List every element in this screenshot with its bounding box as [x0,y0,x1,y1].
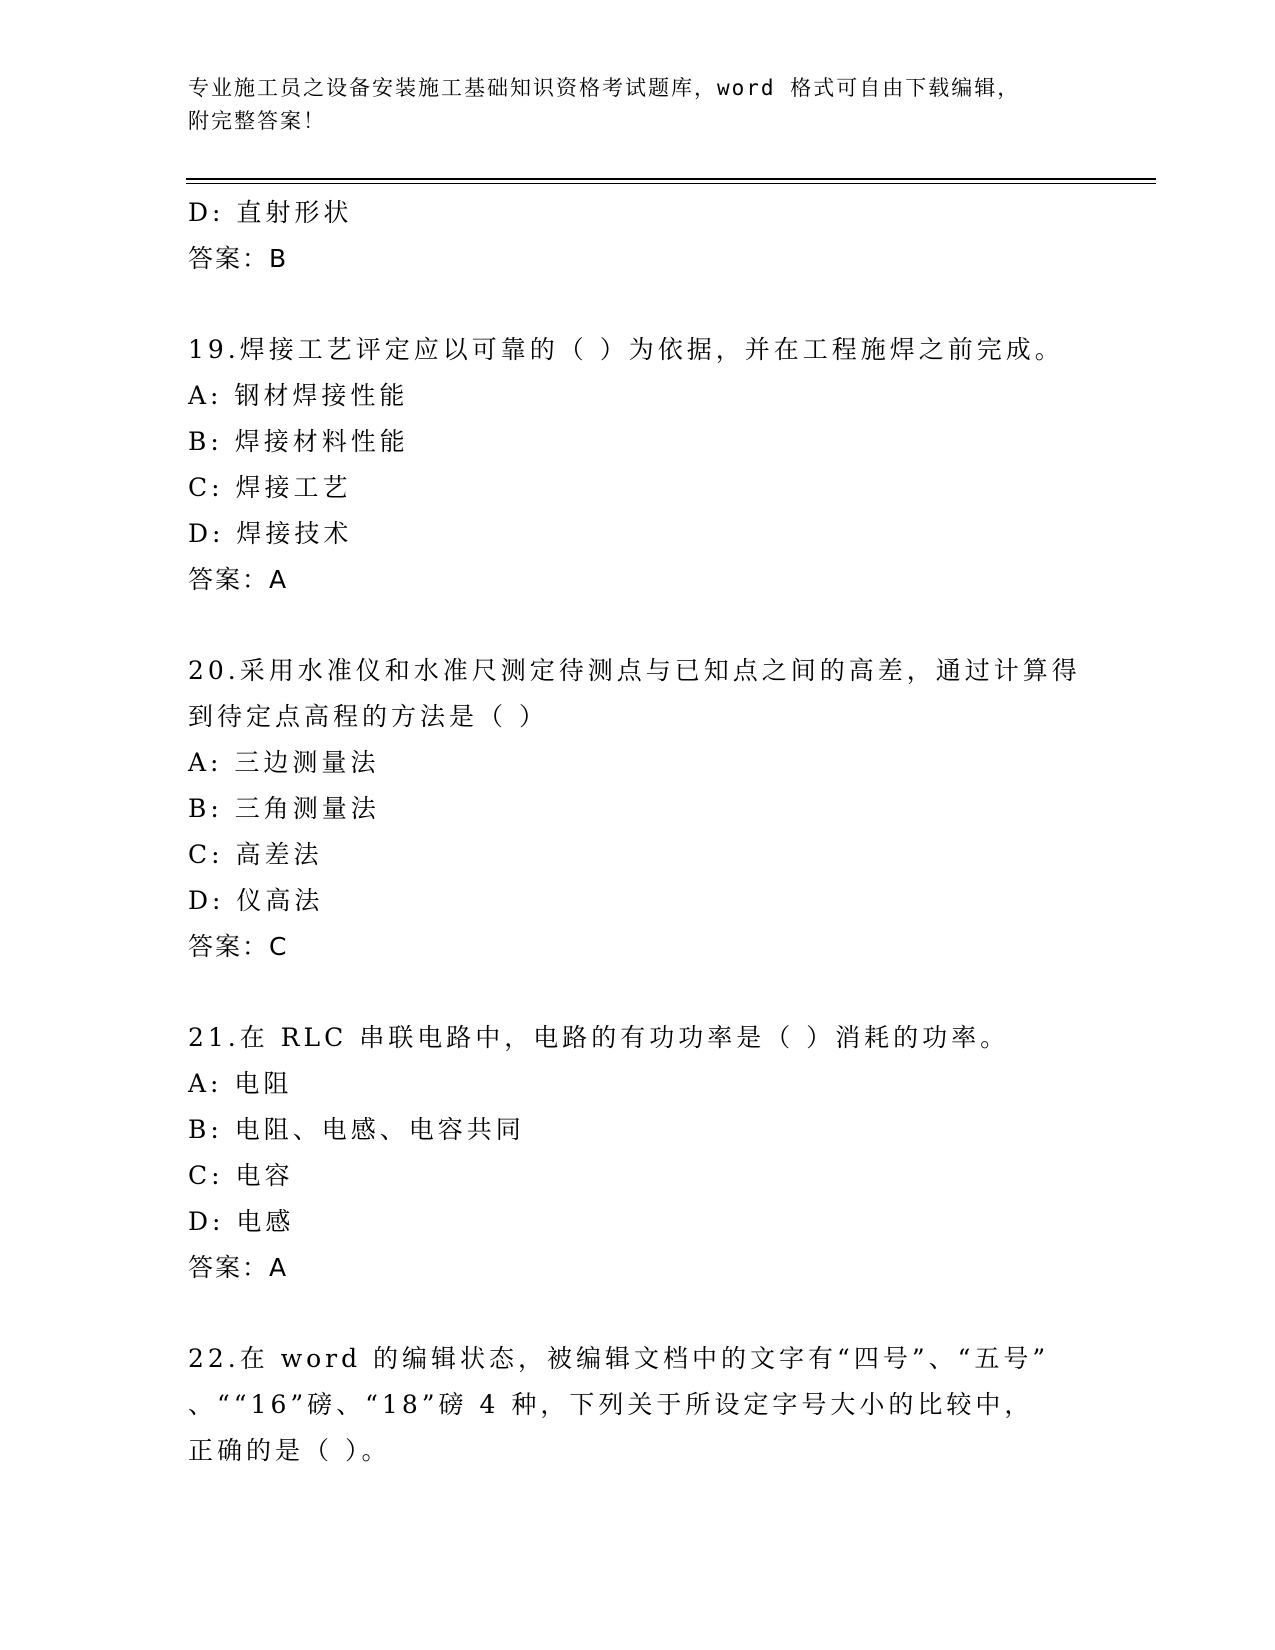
question-22-text-line-3: 正确的是（ ）。 [188,1436,391,1465]
question-21-option-a: A: 电阻 [188,1069,293,1098]
question-20 [188,648,1108,970]
spacer [188,1291,1108,1336]
question-21-answer: 答案：A [188,1253,289,1282]
question-19-option-c: C: 焊接工艺 [188,473,352,502]
question-19-option-b: B: 焊接材料性能 [188,427,409,456]
question-19-option-d: D: 焊接技术 [188,519,353,548]
question-20-answer: 答案：C [188,932,289,961]
question-21-option-c: C: 电容 [188,1161,294,1190]
header-rule-thick [186,178,1156,180]
spacer [188,282,1108,327]
prev-option-d: D: 直射形状 [188,198,353,227]
question-21 [188,1015,1108,1291]
question-20-option-c: C: 高差法 [188,840,323,869]
question-list [188,190,1108,1474]
question-20-option-d: D: 仪高法 [188,886,324,915]
question-20-option-b: B: 三角测量法 [188,794,380,823]
question-22-text-line-1: 22.在 word 的编辑状态，被编辑文档中的文字有“四号”、“五号” [188,1344,1050,1373]
question-22-text-line-2: 、““16”磅、“18”磅 4 种，下列关于所设定字号大小的比较中， [188,1390,1034,1419]
prev-answer: 答案：B [188,244,289,273]
header-line-2: 附完整答案！ [188,109,326,133]
question-20-text-line-2: 到待定点高程的方法是（ ） [188,702,548,731]
question-21-text: 21.在 RLC 串联电路中，电路的有功功率是（ ）消耗的功率。 [188,1023,1010,1052]
question-22 [188,1336,1108,1474]
question-19 [188,327,1108,603]
spacer [188,970,1108,1015]
question-20-text-line-1: 20.采用水准仪和水准尺测定待测点与已知点之间的高差，通过计算得 [188,656,1081,685]
question-19-text: 19.焊接工艺评定应以可靠的（ ）为依据，并在工程施焊之前完成。 [188,335,1064,364]
header-line-1: 专业施工员之设备安装施工基础知识资格考试题库，word 格式可自由下载编辑， [188,76,1021,100]
document-header [188,72,1048,138]
question-19-answer: 答案：A [188,565,289,594]
spacer [188,603,1108,648]
question-21-option-b: B: 电阻、电感、电容共同 [188,1115,525,1144]
question-20-option-a: A: 三边测量法 [188,748,380,777]
header-rule-thin [186,183,1156,184]
question-19-option-a: A: 钢材焊接性能 [188,381,409,410]
question-21-option-d: D: 电感 [188,1207,295,1236]
